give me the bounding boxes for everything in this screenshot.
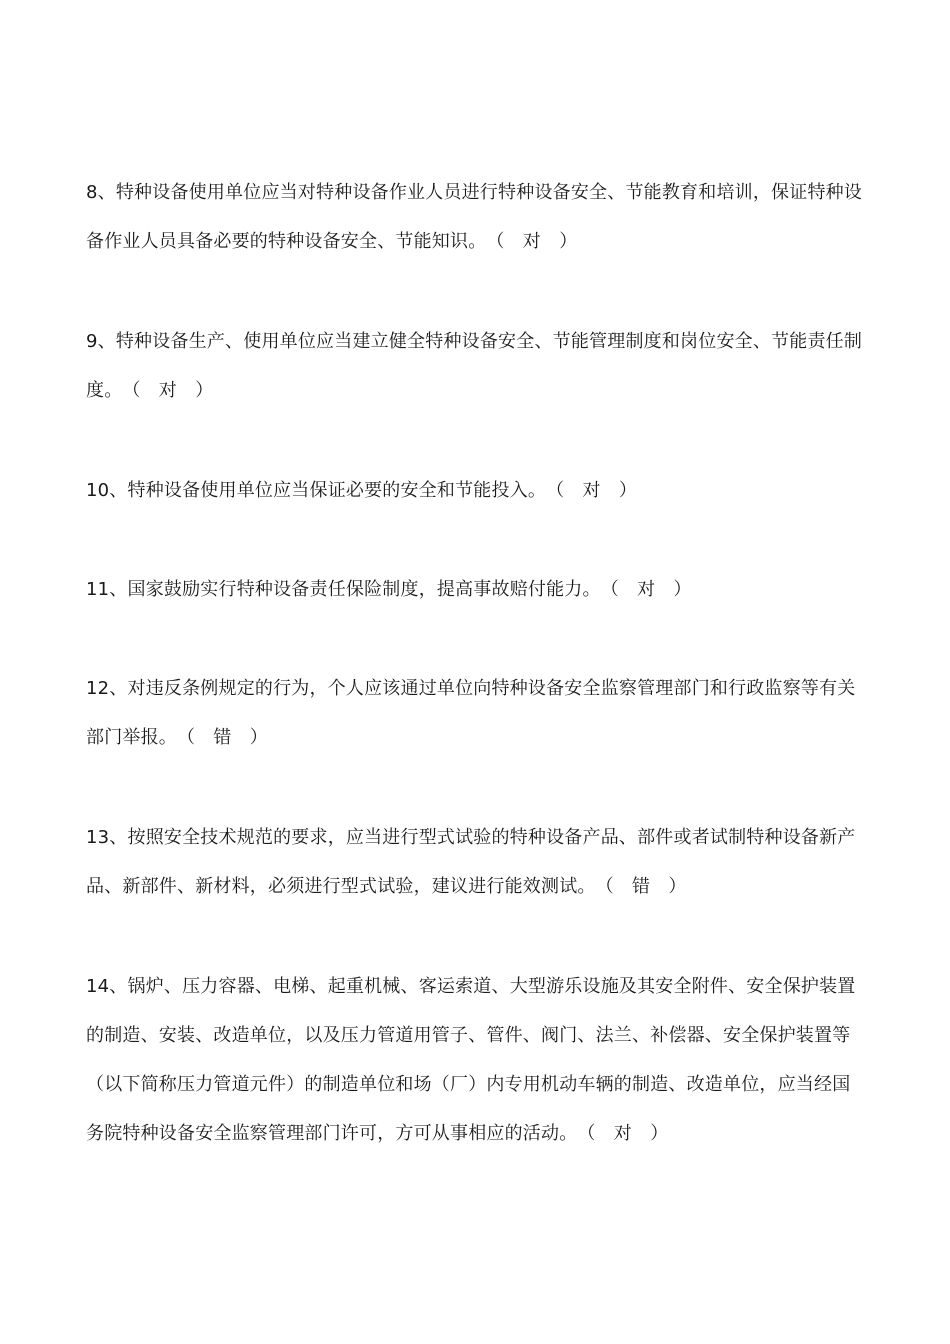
question-14-answer: （ 对 ） <box>577 1123 669 1144</box>
question-13 <box>86 813 866 911</box>
question-11-answer: （ 对 ） <box>600 579 692 600</box>
question-10-answer: （ 对 ） <box>546 480 638 501</box>
question-8-text: 8、特种设备使用单位应当对特种设备作业人员进行特种设备安全、节能教育和培训，保证特种设备作业人员具备必要的特种设备安全、节能知识。 <box>86 182 863 252</box>
question-9-text: 9、特种设备生产、使用单位应当建立健全特种设备安全、节能管理制度和岗位安全、节能责任制度。 <box>86 331 863 401</box>
question-14-text: 14、锅炉、压力容器、电梯、起重机械、客运索道、大型游乐设施及其安全附件、安全保护装置的制造、安装、改造单位，以及压力管道用管子、管件、阀门、法兰、补偿器、安全保护装置等（以下简称压力管道元件）的制造单位和场（厂）内专用机动车辆的制造、改造单位，应当经国务院特种设备安全监察管理部门许可，方可从事相应的活动。 <box>86 976 856 1144</box>
question-8-answer: （ 对 ） <box>486 231 578 252</box>
question-13-answer: （ 错 ） <box>595 876 687 897</box>
question-11 <box>86 565 866 614</box>
question-12-text: 12、对违反条例规定的行为，个人应该通过单位向特种设备安全监察管理部门和行政监察等有关部门举报。 <box>86 678 856 748</box>
question-9-answer: （ 对 ） <box>122 380 214 401</box>
question-9 <box>86 317 866 415</box>
question-10-text: 10、特种设备使用单位应当保证必要的安全和节能投入。 <box>86 480 547 501</box>
question-10 <box>86 466 866 515</box>
question-14 <box>86 962 866 1158</box>
question-12 <box>86 664 866 762</box>
question-13-text: 13、按照安全技术规范的要求，应当进行型式试验的特种设备产品、部件或者试制特种设备新产品、新部件、新材料，必须进行型式试验，建议进行能效测试。 <box>86 827 856 897</box>
question-12-answer: （ 错 ） <box>177 727 268 748</box>
question-8 <box>86 168 866 266</box>
question-11-text: 11、国家鼓励实行特种设备责任保险制度，提高事故赔付能力。 <box>86 579 601 600</box>
